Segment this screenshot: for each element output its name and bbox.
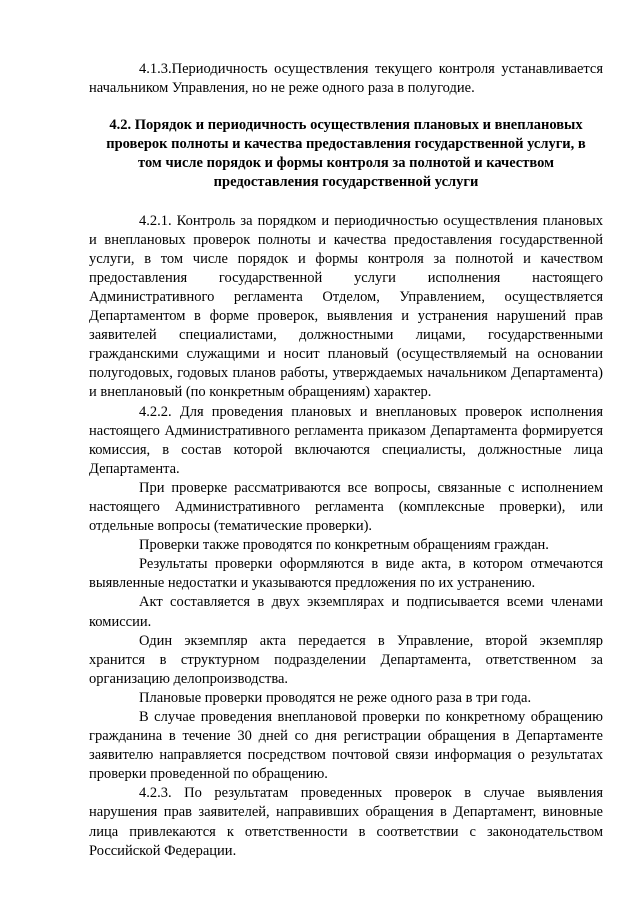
document-page: [89, 60, 603, 861]
paragraph-unplanned-inspection: В случае проведения внеплановой проверки по конкретному обращению гражданина в течение 30 дней со дня регистрации обращения в Департаменте заявителю направляется посредством почтовой связи информация о результатах проверки проведенной по обращению.: [89, 709, 603, 783]
paragraph-inspection-scope: При проверке рассматриваются все вопросы, связанные с исполнением настоящего Административного регламента (комплексные проверки), или отдельные вопросы (тематические проверки).: [89, 479, 603, 535]
paragraph-inspections-by-appeals: Проверки также проводятся по конкретным обращениям граждан.: [139, 537, 549, 554]
paragraph-planned-frequency: Плановые проверки проводятся не реже одного раза в три года.: [139, 689, 532, 706]
paragraph-act-distribution: Один экземпляр акта передается в Управление, второй экземпляр хранится в структурном подразделении Департамента, ответственном за организацию делопроизводства.: [89, 632, 603, 687]
section-heading-4-2: 4.2. Порядок и периодичность осуществления плановых и внеплановых проверок полноты и качества предоставления государственной услуги, в том числе порядок и формы контроля за полнотой и качеством предоставления государственной услуги: [106, 117, 586, 191]
paragraph-4-2-2: 4.2.2. Для проведения плановых и внеплановых проверок исполнения настоящего Административного регламента приказом Департамента формируется комиссия, в состав которой включаются специалисты, должностные лица Департамента.: [89, 403, 603, 477]
paragraph-4-1-3: 4.1.3.Периодичность осуществления текущего контроля устанавливается начальником Управления, но не реже одного раза в полугодие.: [89, 61, 603, 97]
paragraph-act-copies: Акт составляется в двух экземплярах и подписывается всеми членами комиссии.: [89, 594, 603, 630]
paragraph-4-2-1: 4.2.1. Контроль за порядком и периодичностью осуществления плановых и внеплановых проверок полноты и качества предоставления государственной услуги, в том числе порядок и формы контроля за полнотой и качеством предоставления государственной услуги исполнения настоящего Административного регламента Отделом, Управлением, осуществляется Департаментом в форме проверок, выявления и устранения нарушений прав заявителей специалистами, должностными лицами, государственными гражданскими служащими и носит плановый (осуществляемый на основании полугодовых, годовых планов работы, утверждаемых начальником Департамента) и внеплановый (по конкретным обращениям) характер.: [89, 212, 603, 401]
paragraph-4-2-3: 4.2.3. По результатам проведенных проверок в случае выявления нарушения прав заявителей, направивших обращения в Департамент, виновные лица привлекаются к ответственности в соответствии с законодательством Российской Федерации.: [89, 785, 603, 859]
paragraph-inspection-results: Результаты проверки оформляются в виде акта, в котором отмечаются выявленные недостатки и указываются предложения по их устранению.: [89, 556, 603, 592]
